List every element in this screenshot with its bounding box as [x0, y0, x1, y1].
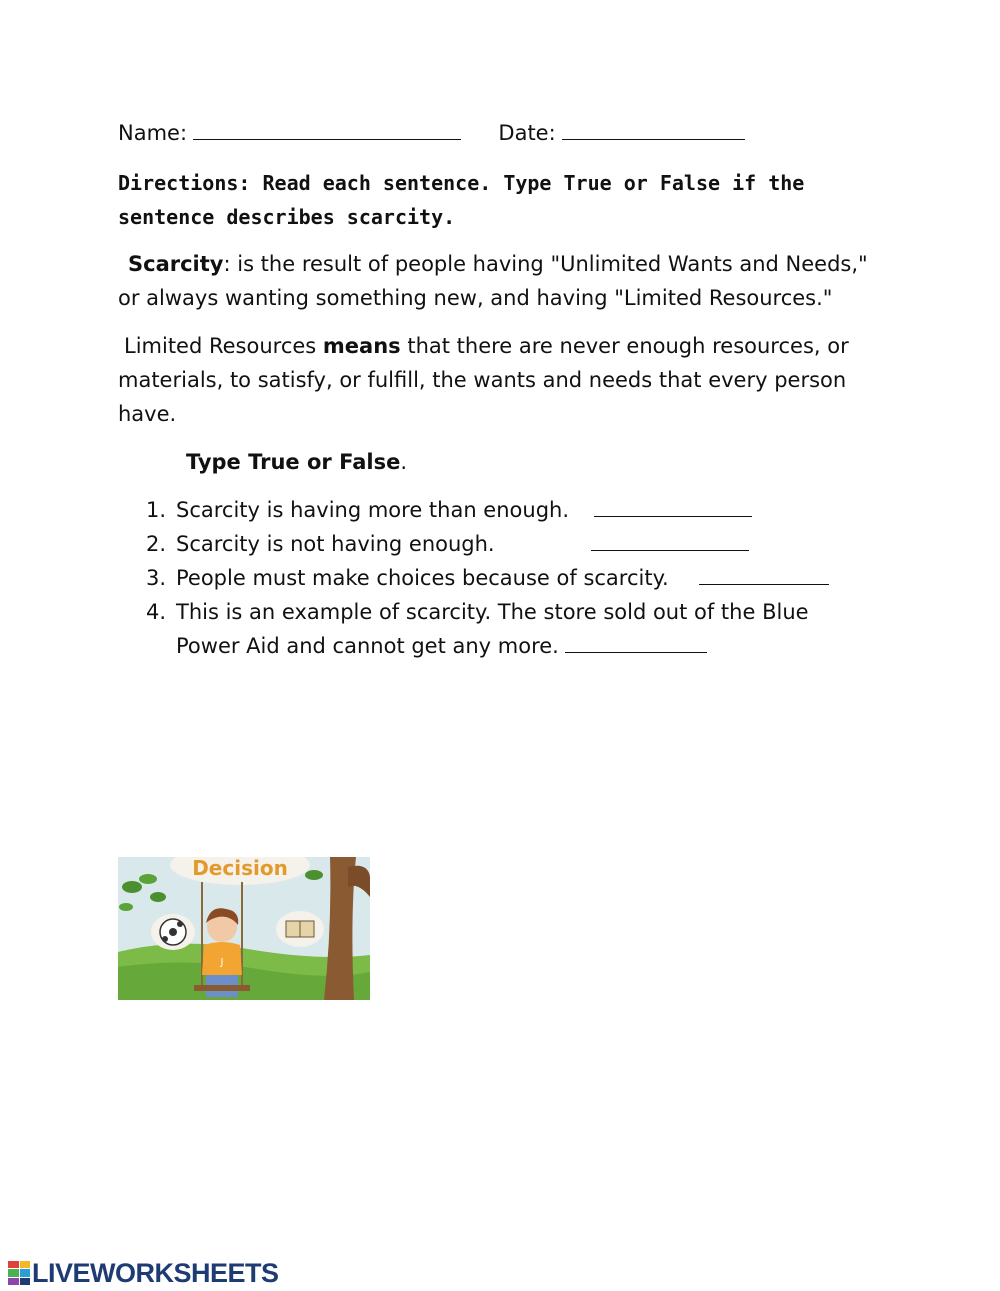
question-text: This is an example of scarcity. The store sold out of the Blue	[176, 600, 809, 624]
svg-text:J: J	[220, 957, 224, 968]
question-4	[146, 595, 809, 629]
question-text: Scarcity is having more than enough.	[176, 498, 570, 522]
logo-text: LIVEWORKSHEETS	[32, 1257, 279, 1288]
question-text: People must make choices because of scarcity.	[176, 566, 669, 590]
instruction-text: Type True or False	[186, 450, 401, 474]
question-4-continued	[176, 629, 707, 663]
limited-lead: Limited Resources	[124, 334, 323, 358]
answer-blank-1[interactable]	[594, 496, 752, 517]
question-text-continued: Power Aid and cannot get any more.	[176, 634, 559, 658]
header-line	[118, 116, 745, 150]
question-number: 3.	[146, 566, 167, 590]
name-label: Name:	[118, 121, 188, 145]
decision-illustration	[118, 857, 370, 1000]
question-number: 4.	[146, 600, 167, 624]
answer-blank-3[interactable]	[699, 564, 829, 585]
means-keyword: means	[322, 334, 401, 358]
answer-blank-4[interactable]	[565, 632, 707, 653]
question-number: 2.	[146, 532, 167, 556]
directions	[118, 166, 804, 234]
directions-line-2: sentence describes scarcity.	[118, 205, 456, 229]
instruction-period: .	[400, 450, 407, 474]
definition-line-2: or always wanting something new, and having "Limited Resources."	[118, 286, 833, 310]
date-blank[interactable]	[562, 119, 745, 140]
scarcity-definition	[118, 247, 888, 315]
logo-mark-icon	[8, 1261, 30, 1285]
decision-caption: Decision	[192, 857, 288, 880]
limited-line-2: materials, to satisfy, or fulfill, the wants and needs that every person	[118, 368, 847, 392]
definition-line-1: : is the result of people having "Unlimited Wants and Needs,"	[223, 252, 868, 276]
question-number: 1.	[146, 498, 167, 522]
question-1	[146, 493, 752, 527]
limited-line-3: have.	[118, 402, 177, 426]
answer-blank-2[interactable]	[591, 530, 749, 551]
liveworksheets-logo	[8, 1258, 279, 1288]
limited-line-1: that there are never enough resources, or	[400, 334, 849, 358]
question-2	[146, 527, 749, 561]
question-text: Scarcity is not having enough.	[176, 532, 495, 556]
limited-resources-paragraph	[118, 329, 888, 431]
scarcity-term: Scarcity	[128, 252, 224, 276]
directions-line-1: Directions: Read each sentence. Type True or False if the	[118, 171, 805, 195]
question-3	[146, 561, 829, 595]
name-blank[interactable]	[193, 119, 461, 140]
instruction	[186, 445, 407, 479]
date-label: Date:	[498, 121, 556, 145]
illustration-image	[118, 857, 370, 1000]
